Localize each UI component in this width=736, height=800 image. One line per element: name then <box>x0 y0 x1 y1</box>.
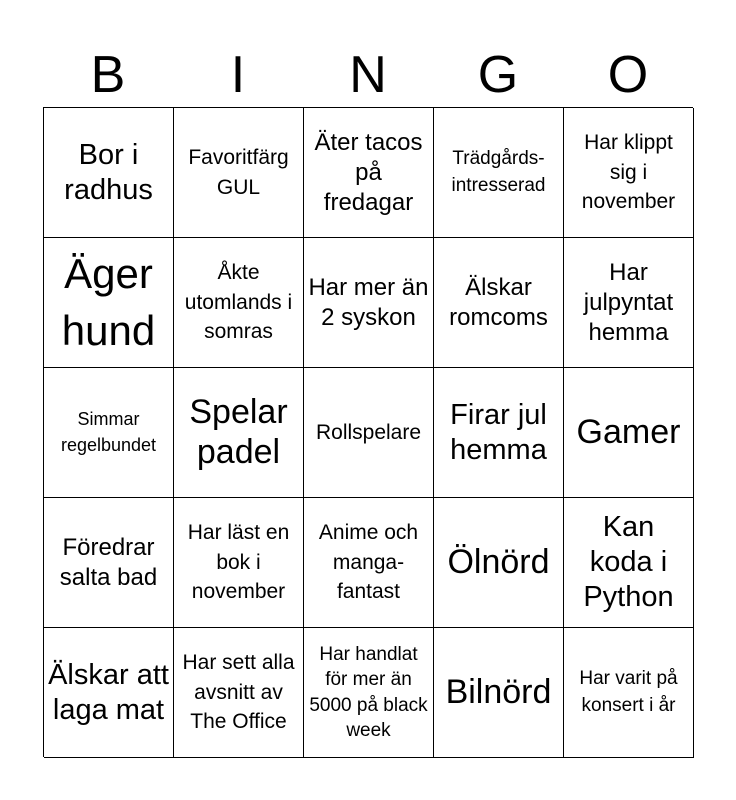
bingo-cell[interactable]: Rollspelare <box>304 368 434 498</box>
header-letter-n: N <box>349 46 387 104</box>
bingo-cell[interactable]: Simmar regelbundet <box>44 368 174 498</box>
header-letter-g: G <box>477 46 519 104</box>
bingo-cell[interactable]: Föredrar salta bad <box>44 498 174 628</box>
bingo-cell[interactable]: Spelar padel <box>174 368 304 498</box>
bingo-cell[interactable]: Har läst en bok i november <box>174 498 304 628</box>
header-letter-i: I <box>230 46 246 104</box>
bingo-cell[interactable]: Trädgårds-intresserad <box>434 108 564 238</box>
bingo-cell[interactable]: Har sett alla avsnitt av The Office <box>174 628 304 758</box>
bingo-cell[interactable]: Har julpyntat hemma <box>564 238 694 368</box>
bingo-cell[interactable]: Älskar att laga mat <box>44 628 174 758</box>
bingo-cell[interactable]: Har klippt sig i november <box>564 108 694 238</box>
bingo-cell[interactable]: Bilnörd <box>434 628 564 758</box>
bingo-cell[interactable]: Gamer <box>564 368 694 498</box>
bingo-cell[interactable]: Firar jul hemma <box>434 368 564 498</box>
bingo-cell[interactable]: Åkte utomlands i somras <box>174 238 304 368</box>
bingo-cell[interactable]: Bor i radhus <box>44 108 174 238</box>
bingo-cell[interactable]: Äter tacos på fredagar <box>304 108 434 238</box>
bingo-cell[interactable]: Har handlat för mer än 5000 på black week <box>304 628 434 758</box>
bingo-cell[interactable]: Älskar romcoms <box>434 238 564 368</box>
bingo-header <box>43 42 693 108</box>
bingo-cell[interactable]: Favoritfärg GUL <box>174 108 304 238</box>
bingo-cell[interactable]: Anime och manga-fantast <box>304 498 434 628</box>
bingo-cell[interactable]: Har mer än 2 syskon <box>304 238 434 368</box>
header-letter-b: B <box>90 46 126 104</box>
bingo-cell[interactable]: Har varit på konsert i år <box>564 628 694 758</box>
header-letter-o: O <box>607 46 649 104</box>
bingo-board <box>43 107 693 757</box>
bingo-cell[interactable]: Äger hund <box>44 238 174 368</box>
bingo-cell[interactable]: Ölnörd <box>434 498 564 628</box>
bingo-cell[interactable]: Kan koda i Python <box>564 498 694 628</box>
